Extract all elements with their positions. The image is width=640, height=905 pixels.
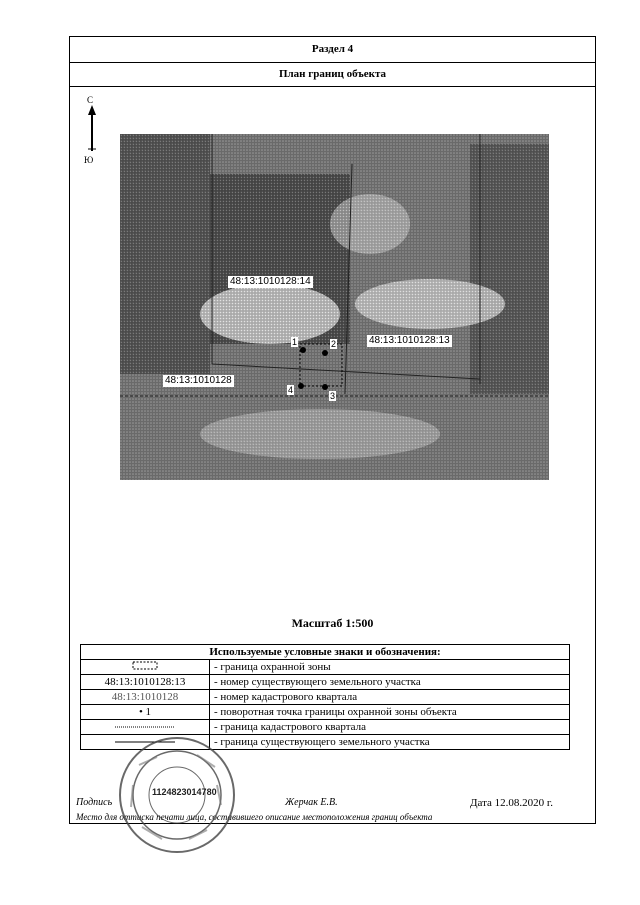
- compass: [82, 95, 102, 167]
- legend-symbol-text: 48:13:1010128: [81, 690, 210, 705]
- legend-description: - номер кадастрового квартала: [210, 690, 570, 705]
- legend-description: - номер существующего земельного участка: [210, 675, 570, 690]
- map-scale: Масштаб 1:500: [291, 616, 374, 630]
- quarter-boundary-symbol: [81, 720, 210, 735]
- section-header: Раздел 4: [70, 37, 595, 63]
- dashed-rect-icon: [132, 661, 158, 670]
- protection-zone-symbol: [81, 660, 210, 675]
- legend-description: - граница существующего земельного участка: [210, 735, 570, 750]
- turning-point: [300, 347, 306, 353]
- legend-symbol-text: • 1: [81, 705, 210, 720]
- north-arrow-icon: [82, 105, 102, 155]
- legend-description: - поворотная точка границы охранной зоны объекта: [210, 705, 570, 720]
- stamp-place-label: Место для оттиска печати лица, составившего описание местоположения границ объекта: [76, 812, 433, 822]
- quarter-label: 48:13:1010128: [165, 375, 232, 386]
- legend-description: - граница кадастрового квартала: [210, 720, 570, 735]
- legend-heading: Используемые условные знаки и обозначения:: [81, 645, 570, 660]
- document-date: Дата 12.08.2020 г.: [470, 797, 553, 809]
- aerial-map-image: [120, 134, 549, 480]
- point-number: 3: [330, 391, 336, 401]
- legend-row: [81, 705, 570, 720]
- turning-point: [322, 350, 328, 356]
- legend-description: - граница охранной зоны: [210, 660, 570, 675]
- legend-row: [81, 660, 570, 675]
- legend-row: [81, 720, 570, 735]
- document-frame: [69, 36, 596, 824]
- parcel-label: 48:13:1010128:13: [369, 335, 450, 346]
- signer-name: Жерчак Е.В.: [285, 797, 338, 808]
- point-number: 2: [331, 339, 337, 349]
- stamp-number: 1124823014780: [152, 787, 217, 797]
- compass-north: С: [87, 95, 94, 105]
- point-number: 4: [288, 385, 294, 395]
- legend-symbol-text: 48:13:1010128:13: [81, 675, 210, 690]
- point-number: 1: [292, 337, 298, 347]
- signature-label: Подпись: [76, 797, 113, 808]
- legend-row: [81, 690, 570, 705]
- page-title: План границ объекта: [70, 62, 595, 87]
- turning-point: [298, 383, 304, 389]
- legend-row: [81, 675, 570, 690]
- turning-point: [322, 384, 328, 390]
- dotted-line-icon: [115, 724, 175, 730]
- parcel-label: 48:13:1010128:14: [230, 276, 311, 287]
- compass-south: Ю: [84, 155, 94, 165]
